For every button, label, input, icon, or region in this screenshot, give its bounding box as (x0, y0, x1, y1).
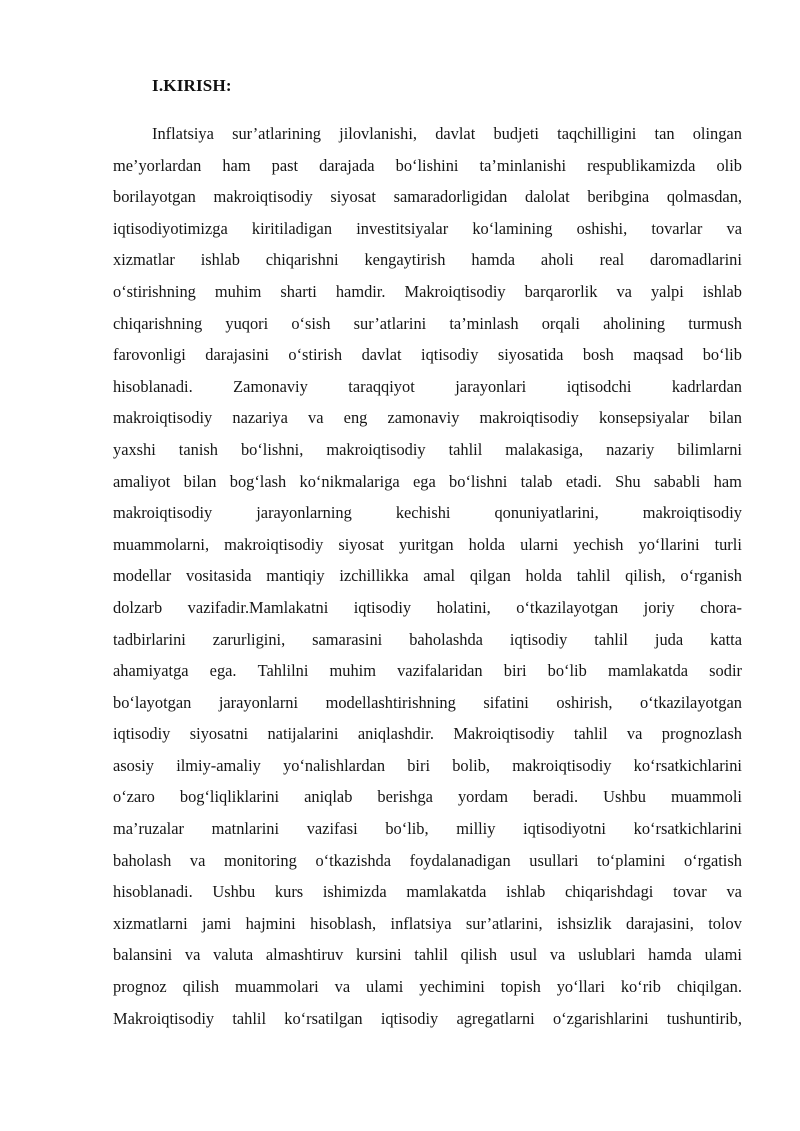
word: jarayonlari (455, 376, 527, 396)
word: kiritiladigan (251, 218, 333, 238)
word: bog‘lash (229, 471, 287, 491)
word: yuqori (225, 313, 269, 333)
word: kadrlardan (671, 376, 742, 396)
word: ko‘rib (620, 977, 661, 997)
word: Zamonaviy (233, 376, 308, 396)
word: yalpi (650, 281, 684, 301)
word: usullari (529, 850, 579, 870)
word: yo‘llari (556, 977, 605, 997)
text-line (113, 624, 742, 656)
word: tahlil (573, 724, 608, 744)
word: xizmatlarni (113, 913, 188, 933)
word: zamonaviy (387, 408, 460, 428)
word: jami (202, 913, 232, 933)
text-line (113, 150, 742, 182)
word: joriy (643, 597, 675, 617)
word: xizmatlar (113, 250, 175, 270)
word: holda (468, 534, 506, 554)
word: davlat (435, 124, 476, 143)
word: darajasini, (626, 913, 694, 933)
word: talab (520, 471, 553, 491)
word: ahamiyatga (113, 661, 189, 681)
word: natijalarini (267, 724, 339, 744)
word: ulami (704, 945, 742, 965)
word: darajasini (205, 345, 269, 365)
word: respublikamizda (587, 155, 696, 175)
word: va (308, 408, 324, 428)
word: ega. (209, 661, 237, 681)
word: makroiqtisodiy (326, 439, 426, 459)
word: ta’minlanishi (479, 155, 567, 175)
word: samarasini (312, 629, 383, 649)
word: sababli (653, 471, 701, 491)
word: makroiqtisodiy (642, 503, 742, 523)
word: Ushbu (212, 882, 256, 902)
word: daromadlarini (649, 250, 742, 270)
word: modellashtirishning (325, 692, 456, 712)
word: beradi. (533, 787, 579, 807)
word: juda (654, 629, 684, 649)
word: budjeti (493, 124, 539, 143)
word: qolmasdan, (666, 187, 742, 207)
word: prognozlash (661, 724, 742, 744)
word: iqtisodiy (509, 629, 568, 649)
text-line (113, 592, 742, 624)
word: bo‘lishini (395, 155, 459, 175)
text-line (113, 655, 742, 687)
word: chora- (700, 597, 742, 617)
word: hamda (471, 250, 516, 270)
word: nazariya (232, 408, 288, 428)
word: oshishi, (576, 218, 628, 238)
word: tadbirlarini (113, 629, 186, 649)
word: tahlil (576, 566, 611, 586)
word: sur’atlarining (232, 124, 321, 143)
word: bo‘lib (702, 345, 742, 365)
text-line (113, 750, 742, 782)
word: jarayonlarni (218, 692, 299, 712)
word: turmush (688, 313, 742, 333)
word: oshirish, (556, 692, 613, 712)
word: taraqqiyot (348, 376, 415, 396)
word: yo‘nalishlardan (283, 755, 386, 775)
text-line (113, 371, 742, 403)
word: dalolat (525, 187, 570, 207)
word: yordam (457, 787, 509, 807)
word: iqtisodiy (380, 1008, 439, 1028)
word: Makroiqtisodiy (453, 724, 555, 744)
word: tan (654, 124, 675, 143)
word: aholi (540, 250, 574, 270)
word: qilish, (625, 566, 666, 586)
text-line (113, 402, 742, 434)
word: inflatsiya (390, 913, 452, 933)
word: chiqarishning (113, 313, 203, 333)
word: baholashda (409, 629, 483, 649)
word: holatini, (436, 597, 491, 617)
text-line (113, 466, 742, 498)
word: bolib, (452, 755, 490, 775)
word: izchillikka (339, 566, 409, 586)
word: taqchilligini (557, 124, 637, 143)
word: Ushbu (603, 787, 646, 807)
word: ishlab (702, 281, 742, 301)
text-line (113, 718, 742, 750)
word: Shu (615, 471, 641, 491)
text-line (113, 560, 742, 592)
word: jilovlanishi, (339, 124, 418, 143)
word: va (184, 945, 201, 965)
text-line (113, 908, 742, 940)
word: valuta (213, 945, 254, 965)
word: makroiqtisodiy (479, 408, 579, 428)
word: makroiqtisodiy (213, 187, 313, 207)
word: makroiqtisodiy (224, 534, 324, 554)
word: iqtisodiy (113, 724, 171, 744)
word: kengaytirish (364, 250, 446, 270)
word: mantiqiy (266, 566, 325, 586)
word: bilan (183, 471, 217, 491)
word: aniqlashdir. (357, 724, 434, 744)
word: va (549, 945, 566, 965)
word: bo‘lishni, (240, 439, 304, 459)
word: o‘rgatish (683, 850, 742, 870)
word: yechimini (419, 977, 485, 997)
word: matnlarini (211, 819, 280, 839)
text-line (113, 781, 742, 813)
word: o‘rganish (680, 566, 742, 586)
text-line (113, 939, 742, 971)
word: ham (222, 155, 251, 175)
word: ilmiy-amaliy (176, 755, 261, 775)
word: siyosatida (497, 345, 564, 365)
word: va (189, 850, 206, 870)
word: sodir (709, 661, 742, 681)
word: ko‘rsatkichlarini (633, 819, 742, 839)
word: me’yorlardan (113, 155, 202, 175)
word: aholining (603, 313, 666, 333)
word: Tahlilni (257, 661, 309, 681)
word: ta’minlash (449, 313, 519, 333)
word: va (626, 724, 643, 744)
word: hajmini (245, 913, 296, 933)
word: muhim (214, 281, 262, 301)
word: olingan (692, 124, 742, 143)
word: bo‘lib (547, 661, 587, 681)
word: yechish (573, 534, 624, 554)
word: tahlil (414, 945, 448, 965)
word: siyosat (330, 187, 376, 207)
word: almashtiruv (265, 945, 344, 965)
word: ko‘rsatilgan (284, 1008, 363, 1028)
word: biri (407, 755, 430, 775)
word: berishga (377, 787, 433, 807)
word: ulami (366, 977, 404, 997)
word: amal (423, 566, 456, 586)
word: jarayonlarning (256, 503, 352, 523)
text-line (113, 434, 742, 466)
word: tahlil (448, 439, 483, 459)
word: nazariy (606, 439, 655, 459)
word: asosiy (113, 755, 154, 775)
word: hamda (648, 945, 692, 965)
text-line (113, 276, 742, 308)
word: iqtisodiy (353, 597, 412, 617)
section-heading: I.KIRISH: (152, 76, 232, 95)
word: turli (714, 534, 742, 554)
word: baholash (113, 850, 172, 870)
text-line (113, 529, 742, 561)
word: bo‘layotgan (113, 692, 192, 712)
word: chiqarishdagi (565, 882, 654, 902)
word: qilish (460, 945, 498, 965)
word: va (726, 882, 742, 902)
word: yuritgan (398, 534, 454, 554)
word: maqsad (633, 345, 684, 365)
text-line (113, 339, 742, 371)
word: o‘stirishning (113, 281, 196, 301)
word: sur’atlarini, (465, 913, 543, 933)
word: qilish (182, 977, 220, 997)
word: siyosat (338, 534, 384, 554)
word: barqarorlik (524, 281, 598, 301)
word: vazifasi (306, 819, 358, 839)
word: kechishi (395, 503, 451, 523)
word: hisoblash, (310, 913, 377, 933)
word: iqtisodiy (421, 345, 479, 365)
word: hisoblanadi. (113, 882, 193, 902)
word: o‘tkazishda (315, 850, 391, 870)
word: hisoblanadi. (113, 376, 193, 396)
word: beribgina (587, 187, 650, 207)
word: tahlil (594, 629, 628, 649)
word: va (616, 281, 632, 301)
word: va (334, 977, 351, 997)
word: ko‘nikmalariga (299, 471, 400, 491)
word: sifatini (483, 692, 529, 712)
word: iqtisodchi (566, 376, 632, 396)
text-line (113, 497, 742, 529)
word: davlat (361, 345, 402, 365)
word: ega (412, 471, 436, 491)
word: o‘sish (291, 313, 331, 333)
word: tahlil (232, 1008, 267, 1028)
word: o‘stirish (288, 345, 343, 365)
word: farovonligi (113, 345, 186, 365)
word: makroiqtisodiy (113, 408, 213, 428)
word: katta (710, 629, 742, 649)
word: Makroiqtisodiy (113, 1008, 215, 1028)
word: balansini (113, 945, 173, 965)
word: prognoz (113, 977, 167, 997)
word: vazifadir.Mamlakatni (187, 597, 329, 617)
word: ishsizlik (556, 913, 612, 933)
word: malakasiga, (505, 439, 584, 459)
word: o‘zaro (113, 787, 155, 807)
word: real (599, 250, 625, 270)
word: makroiqtisodiy (512, 755, 612, 775)
word: chiqilgan. (676, 977, 742, 997)
word: ma’ruzalar (113, 819, 184, 839)
text-line (113, 308, 742, 340)
word: uslublari (578, 945, 636, 965)
word: mamlakatda (406, 882, 487, 902)
word: etadi. (565, 471, 602, 491)
word: tanish (178, 439, 218, 459)
word: holda (525, 566, 562, 586)
word: usul (509, 945, 538, 965)
text-line (113, 244, 742, 276)
word: olib (716, 155, 742, 175)
word: qilgan (469, 566, 511, 586)
word: sharti (280, 281, 317, 301)
word: bilimlarni (677, 439, 742, 459)
word: makroiqtisodiy (113, 503, 213, 523)
word: aniqlab (304, 787, 353, 807)
word: foydalanadigan (409, 850, 511, 870)
text-line (113, 118, 742, 150)
word: Inflatsiya (152, 124, 214, 143)
word: ko‘lamining (472, 218, 553, 238)
text-line (113, 971, 742, 1003)
word: tovar (673, 882, 707, 902)
word: tushuntirib, (666, 1008, 742, 1028)
word: o‘tkazilayotgan (516, 597, 619, 617)
word: ishlab (200, 250, 240, 270)
word: chiqarishni (265, 250, 339, 270)
word: samaradorligidan (393, 187, 508, 207)
text-line (113, 213, 742, 245)
word: ko‘rsatkichlarini (633, 755, 742, 775)
word: sur’atlarini (353, 313, 427, 333)
word: ham (713, 471, 742, 491)
word: ularni (520, 534, 559, 554)
word: bo‘lishni (449, 471, 508, 491)
word: qonuniyatlarini, (494, 503, 599, 523)
text-line (113, 687, 742, 719)
word: monitoring (223, 850, 297, 870)
word: muammoli (670, 787, 742, 807)
text-line (113, 1003, 742, 1035)
word: tovarlar (651, 218, 703, 238)
word: dolzarb (113, 597, 163, 617)
word: Makroiqtisodiy (404, 281, 506, 301)
text-line (113, 876, 742, 908)
word: milliy (456, 819, 496, 839)
word: amaliyot (113, 471, 171, 491)
word: kursini (356, 945, 402, 965)
word: bo‘lib, (385, 819, 429, 839)
word: borilayotgan (113, 187, 196, 207)
word: iqtisodiyotimizga (113, 218, 228, 238)
word: vazifalaridan (397, 661, 483, 681)
word: konsepsiyalar (598, 408, 690, 428)
word: bilan (709, 408, 742, 428)
word: agregatlarni (456, 1008, 535, 1028)
word: bosh (582, 345, 614, 365)
word: darajada (319, 155, 375, 175)
word: topish (500, 977, 541, 997)
text-line (113, 845, 742, 877)
word: eng (343, 408, 368, 428)
word: past (271, 155, 299, 175)
word: muammolari (234, 977, 319, 997)
word: investitsiyalar (356, 218, 449, 238)
word: va (726, 218, 742, 238)
word: ishlab (506, 882, 546, 902)
word: yaxshi (113, 439, 156, 459)
word: yo‘llarini (638, 534, 700, 554)
word: siyosatni (189, 724, 249, 744)
word: mamlakatda (607, 661, 689, 681)
word: hamdir. (335, 281, 386, 301)
word: kurs (274, 882, 304, 902)
body-paragraph (113, 118, 742, 1034)
word: orqali (541, 313, 580, 333)
word: tolov (708, 913, 742, 933)
word: muhim (329, 661, 376, 681)
text-line (113, 813, 742, 845)
text-line (113, 181, 742, 213)
word: to‘plamini (597, 850, 666, 870)
word: muammolarni, (113, 534, 210, 554)
word: bog‘liqliklarini (179, 787, 280, 807)
word: o‘zgarishlarini (552, 1008, 649, 1028)
word: zarurligini, (212, 629, 286, 649)
word: o‘tkazilayotgan (639, 692, 742, 712)
word: vositasida (186, 566, 252, 586)
word: biri (503, 661, 527, 681)
word: iqtisodiyotni (523, 819, 606, 839)
word: modellar (113, 566, 172, 586)
word: ishimizda (322, 882, 387, 902)
